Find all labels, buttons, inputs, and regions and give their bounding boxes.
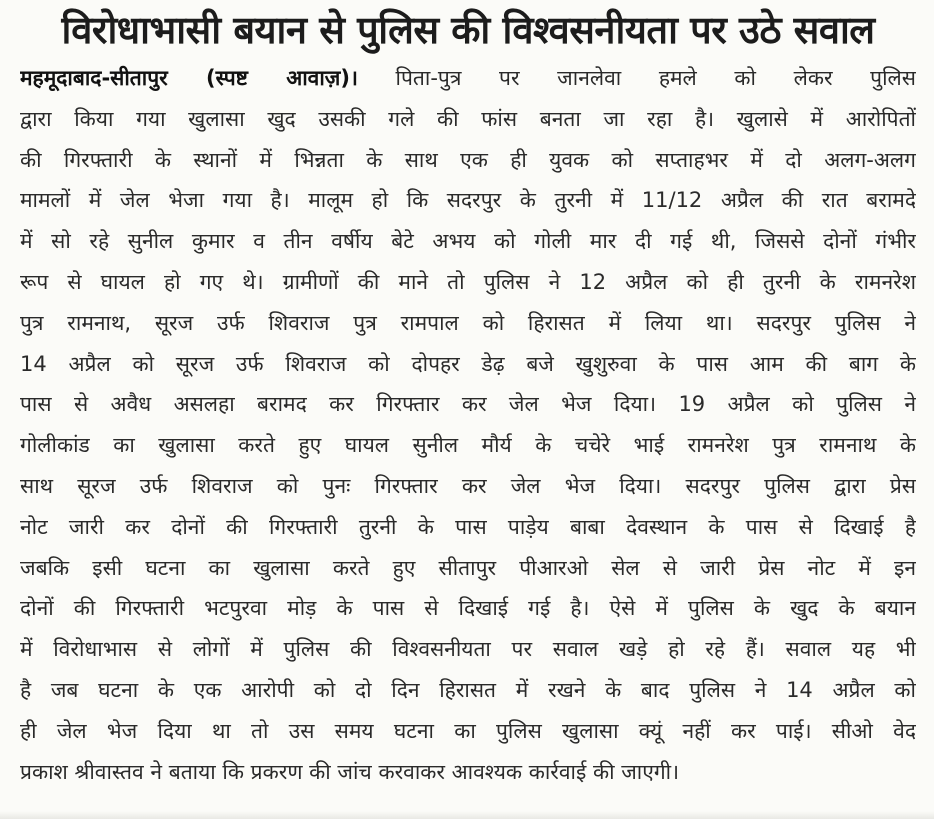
body-line-text: पिता-पुत्र पर जानलेवा हमले को लेकर पुलिस (395, 66, 916, 90)
body-line (20, 58, 916, 99)
body-line: पास से अवैध असलहा बरामद कर गिरफ्तार कर जेल भेज दिया। 19 अप्रैल को पुलिस ने (20, 392, 916, 417)
body-line: 14 अप्रैल को सूरज उर्फ शिवराज को दोपहर डेढ़ बजे खुशुरुवा के पास आम की बाग के (20, 351, 916, 376)
body-line: गोलीकांड का खुलासा करते हुए घायल सुनील मौर्य के चचेरे भाई रामनरेश पुत्र रामनाथ के (20, 433, 916, 458)
page-edge (0, 811, 934, 819)
body-line: पुत्र रामनाथ, सूरज उर्फ शिवराज पुत्र रामपाल को हिरासत में लिया था। सदरपुर पुलिस ने (20, 310, 916, 335)
body-line: में सो रहे सुनील कुमार व तीन वर्षीय बेटे अभय को गोली मार दी गई थी, जिससे दोनों गंभीर (20, 229, 916, 254)
body-line: प्रकाश श्रीवास्तव ने बताया कि प्रकरण की जांच करवाकर आवश्यक कार्रवाई की जाएगी। (20, 759, 680, 784)
headline: विरोधाभासी बयान से पुलिस की विश्वसनीयता पर उठे सवाल (61, 8, 875, 52)
body-line: रूप से घायल हो गए थे। ग्रामीणों की माने तो पुलिस ने 12 अप्रैल को ही तुरनी के रामनरेश (20, 269, 916, 294)
body-line: नोट जारी कर दोनों की गिरफ्तारी तुरनी के पास पाड़ेय बाबा देवस्थान के पास से दिखाई है (20, 514, 916, 539)
body-line: द्वारा किया गया खुलासा खुद उसकी गले की फांस बनता जा रहा है। खुलासे में आरोपितों (20, 106, 916, 131)
body-line: की गिरफ्तारी के स्थानों में भिन्नता के साथ एक ही युवक को सप्ताहभर में दो अलग-अलग (20, 147, 916, 172)
body-line: है जब घटना के एक आरोपी को दो दिन हिरासत में रखने के बाद पुलिस ने 14 अप्रैल को (20, 677, 916, 702)
body-line: मामलों में जेल भेजा गया है। मालूम हो कि सदरपुर के तुरनी में 11/12 अप्रैल की रात बरामदे (20, 188, 916, 213)
dateline: महमूदाबाद-सीतापुर (स्पष्ट आवाज़)। (20, 66, 358, 90)
body-line: साथ सूरज उर्फ शिवराज को पुनः गिरफ्तार कर जेल भेज दिया। सदरपुर पुलिस द्वारा प्रेस (20, 473, 916, 498)
body-line: दोनों की गिरफ्तारी भटपुरवा मोड़ के पास से दिखाई गई है। ऐसे में पुलिस के खुद के बयान (20, 596, 916, 621)
article-body (20, 58, 916, 792)
body-line: में विरोधाभास से लोगों में पुलिस की विश्वसनीयता पर सवाल खड़े हो रहे हैं। सवाल यह भी (20, 637, 916, 662)
body-line: जबकि इसी घटना का खुलासा करते हुए सीतापुर पीआरओ सेल से जारी प्रेस नोट में इन (20, 555, 916, 580)
body-line: ही जेल भेज दिया था तो उस समय घटना का पुलिस खुलासा क्यूं नहीं कर पाई। सीओ वेद (20, 718, 916, 743)
